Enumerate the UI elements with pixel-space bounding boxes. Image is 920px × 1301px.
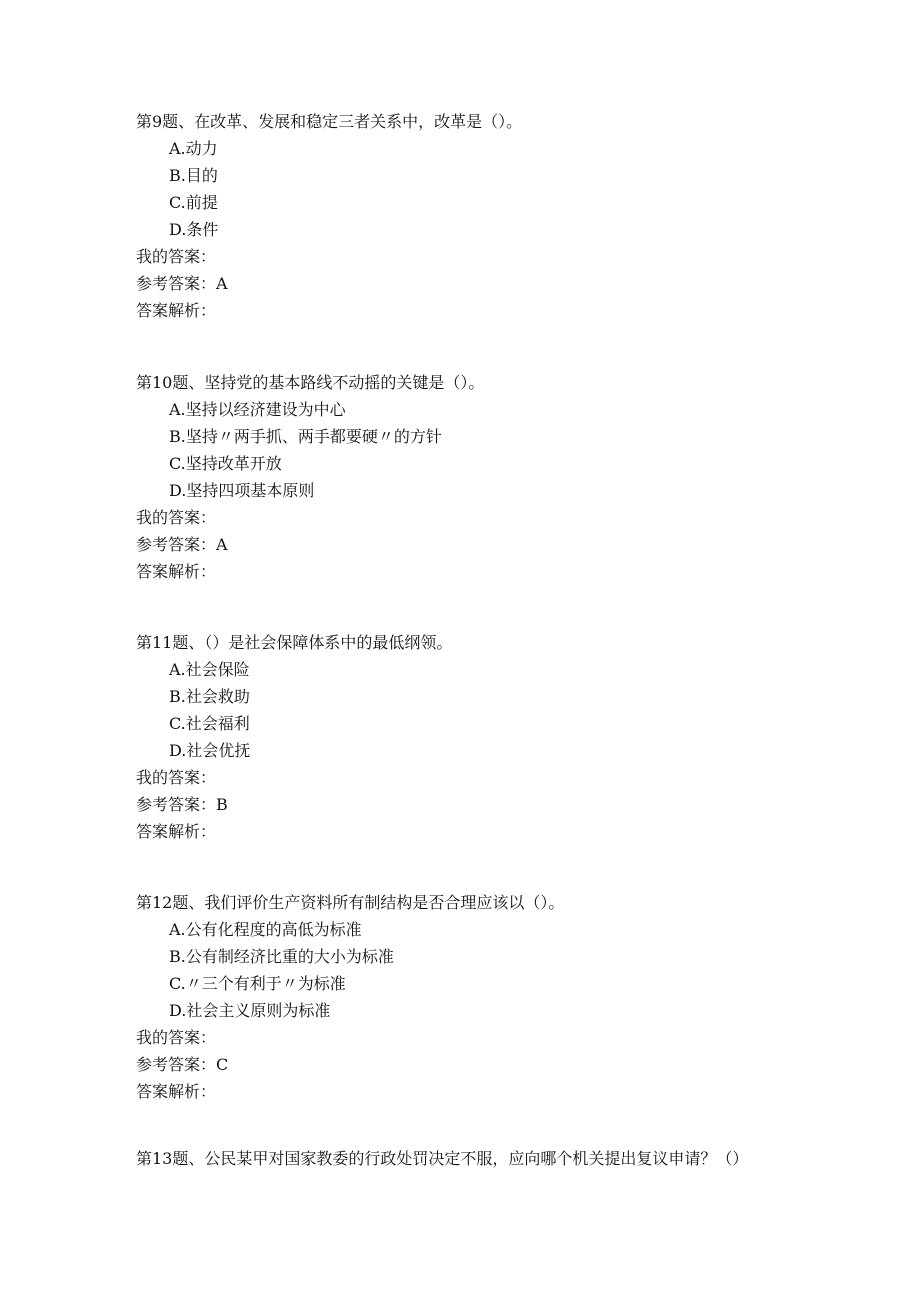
answer-analysis-label: 答案解析： [136, 562, 217, 581]
question-12 [136, 889, 836, 1105]
option-a: A.动力 [169, 139, 218, 158]
question-10 [136, 369, 836, 585]
question-13 [136, 1145, 836, 1172]
option-c: C.〃三个有利于〃为标准 [169, 974, 346, 993]
answer-analysis-label: 答案解析： [136, 822, 217, 841]
reference-answer: 参考答案：A [136, 535, 228, 554]
option-d: D.社会主义原则为标准 [169, 1001, 331, 1020]
question-title: 第11题、（）是社会保障体系中的最低纲领。 [136, 633, 453, 652]
question-11 [136, 629, 836, 845]
reference-answer: 参考答案：B [136, 795, 228, 814]
question-9 [136, 108, 836, 324]
question-title: 第12题、我们评价生产资料所有制结构是否合理应该以（）。 [136, 893, 565, 912]
reference-answer: 参考答案：C [136, 1055, 229, 1074]
option-a: A.社会保险 [169, 660, 250, 679]
answer-analysis-label: 答案解析： [136, 1082, 217, 1101]
option-c: C.前提 [169, 193, 218, 212]
option-b: B.目的 [169, 166, 218, 185]
answer-analysis-label: 答案解析： [136, 301, 217, 320]
option-b: B.坚持〃两手抓、两手都要硬〃的方针 [169, 427, 442, 446]
option-c: C.坚持改革开放 [169, 454, 282, 473]
question-title: 第13题、公民某甲对国家教委的行政处罚决定不服，应向哪个机关提出复议申请？（） [136, 1149, 749, 1168]
option-b: B.公有制经济比重的大小为标准 [169, 947, 394, 966]
option-b: B.社会救助 [169, 687, 250, 706]
option-a: A.坚持以经济建设为中心 [169, 400, 346, 419]
reference-answer: 参考答案：A [136, 274, 228, 293]
option-d: D.社会优抚 [169, 741, 251, 760]
question-title: 第9题、在改革、发展和稳定三者关系中，改革是（）。 [136, 112, 523, 131]
option-d: D.条件 [169, 220, 219, 239]
option-a: A.公有化程度的高低为标准 [169, 920, 362, 939]
option-c: C.社会福利 [169, 714, 250, 733]
my-answer-label: 我的答案： [136, 247, 217, 266]
option-d: D.坚持四项基本原则 [169, 481, 315, 500]
my-answer-label: 我的答案： [136, 508, 217, 527]
my-answer-label: 我的答案： [136, 768, 217, 787]
my-answer-label: 我的答案： [136, 1028, 217, 1047]
question-title: 第10题、坚持党的基本路线不动摇的关键是（）。 [136, 373, 485, 392]
